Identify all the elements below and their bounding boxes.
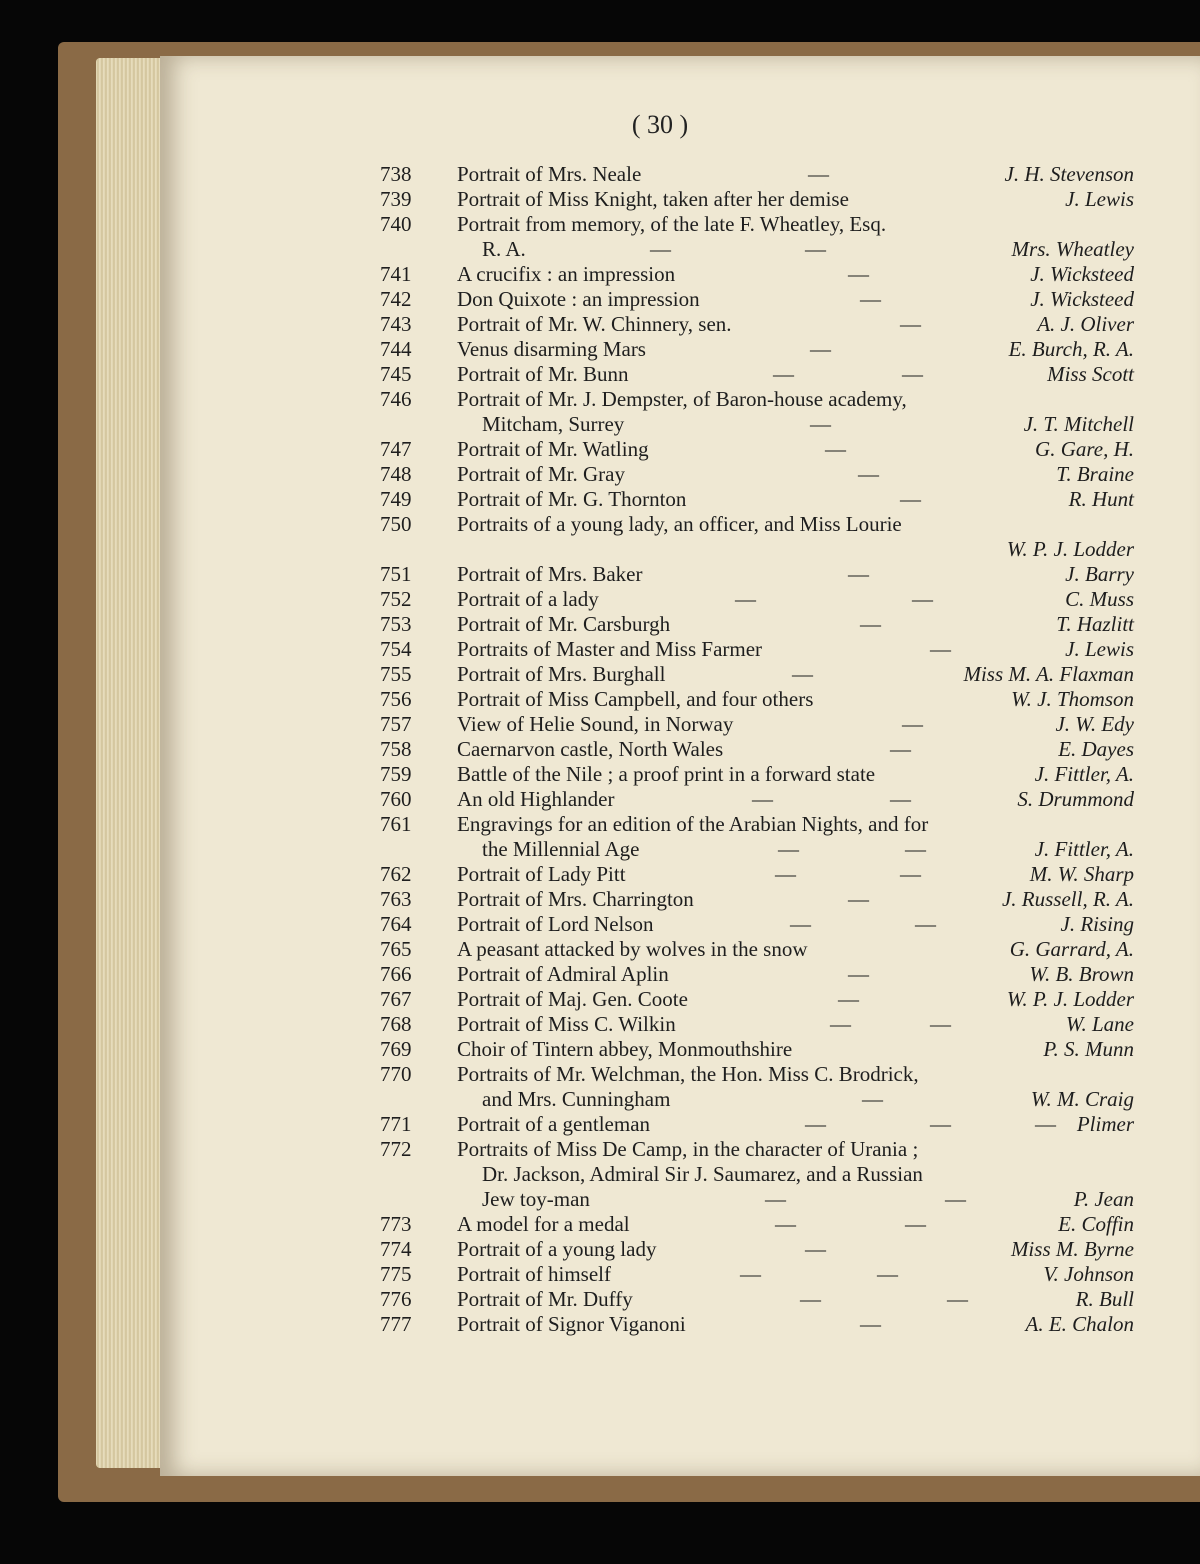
entry-number: 759 (380, 762, 412, 786)
leader-dash: — (808, 162, 829, 186)
leader-dash: — (848, 962, 869, 986)
catalogue-entry (0, 1137, 1200, 1162)
entry-artist: W. B. Brown (1029, 962, 1134, 986)
entry-number: 743 (380, 312, 412, 336)
catalogue-entry (0, 387, 1200, 412)
entry-number: 758 (380, 737, 412, 761)
entry-title: Portrait from memory, of the late F. Wheatley, Esq. (457, 212, 887, 236)
entry-number: 748 (380, 462, 412, 486)
catalogue-entry (0, 1262, 1200, 1287)
leader-dash: — (915, 912, 936, 936)
entry-title: Portrait of Mr. Carsburgh (457, 612, 671, 636)
leader-dash: — (930, 637, 951, 661)
leader-dash: — (752, 787, 773, 811)
catalogue-entry (0, 1062, 1200, 1087)
catalogue-entry (0, 512, 1200, 537)
leader-dash: — (905, 837, 926, 861)
leader-dash: — (735, 587, 756, 611)
catalogue-entry (0, 1312, 1200, 1337)
entry-number: 776 (380, 1287, 412, 1311)
catalogue-entry (0, 612, 1200, 637)
entry-artist: G. Gare, H. (1035, 437, 1134, 461)
entry-artist: V. Johnson (1043, 1262, 1134, 1286)
entry-number: 770 (380, 1062, 412, 1086)
catalogue-entries (0, 162, 1200, 1337)
entry-title: Portrait of Mrs. Neale (457, 162, 642, 186)
entry-number: 746 (380, 387, 412, 411)
entry-number: 745 (380, 362, 412, 386)
entry-title: Caernarvon castle, North Wales (457, 737, 724, 761)
entry-title: Portrait of Mrs. Charrington (457, 887, 694, 911)
entry-number: 744 (380, 337, 412, 361)
entry-title: Portraits of Master and Miss Farmer (457, 637, 763, 661)
entry-number: 761 (380, 812, 412, 836)
entry-artist: P. Jean (1073, 1187, 1134, 1211)
catalogue-entry (0, 237, 1200, 262)
entry-artist: R. Hunt (1068, 487, 1134, 511)
leader-dash: — (775, 1212, 796, 1236)
catalogue-entry (0, 362, 1200, 387)
leader-dash: — (860, 1312, 881, 1336)
catalogue-entry (0, 487, 1200, 512)
entry-number: 777 (380, 1312, 412, 1336)
catalogue-entry (0, 462, 1200, 487)
leader-dash: — (902, 362, 923, 386)
entry-number: 752 (380, 587, 412, 611)
entry-title: Portrait of Mr. W. Chinnery, sen. (457, 312, 732, 336)
leader-dash: — (1035, 1112, 1056, 1136)
entry-title: Portraits of Miss De Camp, in the character of Urania ; (457, 1137, 919, 1161)
leader-dash: — (900, 487, 921, 511)
entry-number: 774 (380, 1237, 412, 1261)
catalogue-entry (0, 412, 1200, 437)
catalogue-entry (0, 987, 1200, 1012)
entry-artist: T. Braine (1056, 462, 1134, 486)
entry-title: Portrait of Admiral Aplin (457, 962, 669, 986)
entry-artist: J. T. Mitchell (1023, 412, 1134, 436)
entry-number: 764 (380, 912, 412, 936)
catalogue-entry (0, 1187, 1200, 1212)
entry-title: Don Quixote : an impression (457, 287, 700, 311)
entry-artist: W. P. J. Lodder (1006, 987, 1134, 1011)
entry-artist: E. Burch, R. A. (1008, 337, 1134, 361)
leader-dash: — (900, 312, 921, 336)
catalogue-entry (0, 937, 1200, 962)
entry-number: 754 (380, 637, 412, 661)
entry-number: 747 (380, 437, 412, 461)
entry-artist: W. M. Craig (1030, 1087, 1134, 1111)
catalogue-entry (0, 1287, 1200, 1312)
catalogue-entry (0, 737, 1200, 762)
leader-dash: — (805, 1112, 826, 1136)
entry-artist: R. Bull (1075, 1287, 1134, 1311)
leader-dash: — (930, 1112, 951, 1136)
leader-dash: — (877, 1262, 898, 1286)
entry-title: Dr. Jackson, Admiral Sir J. Saumarez, and a Russian (482, 1162, 923, 1186)
entry-title: An old Highlander (457, 787, 615, 811)
leader-dash: — (765, 1187, 786, 1211)
catalogue-entry (0, 787, 1200, 812)
entry-artist: J. Lewis (1065, 637, 1134, 661)
entry-artist: Plimer (1076, 1112, 1134, 1136)
leader-dash: — (792, 662, 813, 686)
catalogue-entry (0, 887, 1200, 912)
leader-dash: — (860, 612, 881, 636)
leader-dash: — (848, 262, 869, 286)
leader-dash: — (810, 412, 831, 436)
entry-title: Portrait of Mr. Watling (457, 437, 649, 461)
entry-number: 749 (380, 487, 412, 511)
entry-artist: J. W. Edy (1055, 712, 1134, 736)
leader-dash: — (838, 987, 859, 1011)
leader-dash: — (860, 287, 881, 311)
entry-title: A peasant attacked by wolves in the snow (457, 937, 808, 961)
entry-title: Portrait of Mr. Bunn (457, 362, 629, 386)
leader-dash: — (810, 337, 831, 361)
catalogue-entry (0, 1162, 1200, 1187)
entry-title: R. A. (482, 237, 526, 261)
catalogue-entry (0, 437, 1200, 462)
entry-artist: S. Drummond (1017, 787, 1134, 811)
entry-number: 760 (380, 787, 412, 811)
entry-artist: E. Dayes (1058, 737, 1134, 761)
entry-artist: W. Lane (1065, 1012, 1134, 1036)
entry-artist: Mrs. Wheatley (1011, 237, 1134, 261)
leader-dash: — (848, 887, 869, 911)
catalogue-entry (0, 1087, 1200, 1112)
catalogue-entry (0, 1112, 1200, 1137)
entry-title: Choir of Tintern abbey, Monmouthshire (457, 1037, 793, 1061)
leader-dash: — (825, 437, 846, 461)
catalogue-entry (0, 912, 1200, 937)
entry-number: 762 (380, 862, 412, 886)
entry-title: Portrait of himself (457, 1262, 611, 1286)
leader-dash: — (900, 862, 921, 886)
catalogue-entry (0, 1037, 1200, 1062)
entry-number: 766 (380, 962, 412, 986)
leader-dash: — (830, 1012, 851, 1036)
catalogue-entry (0, 212, 1200, 237)
leader-dash: — (947, 1287, 968, 1311)
entry-title: Jew toy-man (482, 1187, 590, 1211)
leader-dash: — (805, 1237, 826, 1261)
entry-number: 756 (380, 687, 412, 711)
entry-number: 742 (380, 287, 412, 311)
entry-number: 773 (380, 1212, 412, 1236)
leader-dash: — (862, 1087, 883, 1111)
leader-dash: — (805, 237, 826, 261)
catalogue-entry (0, 837, 1200, 862)
leader-dash: — (890, 787, 911, 811)
entry-artist: J. Wicksteed (1030, 287, 1134, 311)
entry-artist: J. H. Stevenson (1004, 162, 1134, 186)
catalogue-entry (0, 337, 1200, 362)
entry-artist: J. Barry (1065, 562, 1134, 586)
entry-artist: G. Garrard, A. (1009, 937, 1134, 961)
leader-dash: — (790, 912, 811, 936)
entry-title: Portrait of Mr. G. Thornton (457, 487, 687, 511)
entry-number: 753 (380, 612, 412, 636)
catalogue-entry (0, 562, 1200, 587)
catalogue-entry (0, 287, 1200, 312)
leader-dash: — (848, 562, 869, 586)
entry-number: 755 (380, 662, 412, 686)
entry-number: 739 (380, 187, 412, 211)
catalogue-entry (0, 262, 1200, 287)
catalogue-entry (0, 862, 1200, 887)
leader-dash: — (740, 1262, 761, 1286)
entry-artist: W. P. J. Lodder (1006, 537, 1134, 561)
leader-dash: — (800, 1287, 821, 1311)
catalogue-entry (0, 1212, 1200, 1237)
entry-number: 771 (380, 1112, 412, 1136)
entry-artist: T. Hazlitt (1056, 612, 1134, 636)
entry-artist: Miss Scott (1047, 362, 1134, 386)
leader-dash: — (912, 587, 933, 611)
entry-number: 767 (380, 987, 412, 1011)
entry-number: 768 (380, 1012, 412, 1036)
entry-title: Portrait of Maj. Gen. Coote (457, 987, 688, 1011)
entry-artist: Miss M. A. Flaxman (963, 662, 1134, 686)
entry-title: Portrait of Mr. Duffy (457, 1287, 633, 1311)
entry-artist: J. Wicksteed (1030, 262, 1134, 286)
catalogue-entry (0, 812, 1200, 837)
entry-title: Portrait of Mr. J. Dempster, of Baron-house academy, (457, 387, 907, 411)
entry-number: 740 (380, 212, 412, 236)
leader-dash: — (773, 362, 794, 386)
entry-number: 772 (380, 1137, 412, 1161)
catalogue-entry (0, 637, 1200, 662)
leader-dash: — (650, 237, 671, 261)
catalogue-entry (0, 762, 1200, 787)
entry-artist: J. Fittler, A. (1034, 837, 1134, 861)
entry-artist: E. Coffin (1058, 1212, 1134, 1236)
entry-title: Portrait of Mrs. Burghall (457, 662, 666, 686)
entry-title: Portrait of a lady (457, 587, 599, 611)
leader-dash: — (778, 837, 799, 861)
entry-title: View of Helie Sound, in Norway (457, 712, 734, 736)
entry-number: 741 (380, 262, 412, 286)
entry-title: Portrait of Miss Campbell, and four others (457, 687, 814, 711)
catalogue-entry (0, 1237, 1200, 1262)
entry-title: Portrait of a young lady (457, 1237, 657, 1261)
entry-artist: J. Lewis (1065, 187, 1134, 211)
leader-dash: — (930, 1012, 951, 1036)
entry-title: Portrait of Mrs. Baker (457, 562, 643, 586)
entry-title: Venus disarming Mars (457, 337, 646, 361)
catalogue-entry (0, 312, 1200, 337)
page-number: ( 30 ) (631, 110, 689, 139)
entry-title: Mitcham, Surrey (482, 412, 625, 436)
entry-number: 775 (380, 1262, 412, 1286)
catalogue-entry (0, 1012, 1200, 1037)
leader-dash: — (890, 737, 911, 761)
catalogue-entry (0, 687, 1200, 712)
entry-title: Portraits of Mr. Welchman, the Hon. Miss C. Brodrick, (457, 1062, 919, 1086)
entry-title: the Millennial Age (482, 837, 640, 861)
leader-dash: — (905, 1212, 926, 1236)
entry-title: A crucifix : an impression (457, 262, 676, 286)
catalogue-entry (0, 162, 1200, 187)
entry-artist: A. E. Chalon (1025, 1312, 1134, 1336)
leader-dash: — (945, 1187, 966, 1211)
entry-number: 738 (380, 162, 412, 186)
leader-dash: — (902, 712, 923, 736)
entry-number: 763 (380, 887, 412, 911)
catalogue-entry (0, 662, 1200, 687)
catalogue-entry (0, 187, 1200, 212)
entry-title: Portrait of a gentleman (457, 1112, 651, 1136)
entry-artist: J. Fittler, A. (1034, 762, 1134, 786)
catalogue-entry (0, 587, 1200, 612)
entry-artist: J. Rising (1060, 912, 1134, 936)
entry-artist: J. Russell, R. A. (1001, 887, 1134, 911)
entry-title: A model for a medal (457, 1212, 630, 1236)
entry-number: 751 (380, 562, 412, 586)
entry-title: Portrait of Mr. Gray (457, 462, 625, 486)
entry-title: Portraits of a young lady, an officer, and Miss Lourie (457, 512, 902, 536)
entry-title: and Mrs. Cunningham (482, 1087, 671, 1111)
entry-title: Portrait of Lady Pitt (457, 862, 626, 886)
catalogue-entry (0, 962, 1200, 987)
leader-dash: — (775, 862, 796, 886)
entry-title: Engravings for an edition of the Arabian Nights, and for (457, 812, 929, 836)
catalogue-entry (0, 537, 1200, 562)
entry-number: 750 (380, 512, 412, 536)
entry-artist: A. J. Oliver (1037, 312, 1134, 336)
entry-number: 765 (380, 937, 412, 961)
entry-title: Portrait of Signor Viganoni (457, 1312, 686, 1336)
entry-artist: Miss M. Byrne (1010, 1237, 1134, 1261)
entry-number: 757 (380, 712, 412, 736)
entry-artist: C. Muss (1065, 587, 1134, 611)
entry-title: Battle of the Nile ; a proof print in a forward state (457, 762, 876, 786)
catalogue-entry (0, 712, 1200, 737)
entry-artist: M. W. Sharp (1029, 862, 1134, 886)
entry-title: Portrait of Miss C. Wilkin (457, 1012, 676, 1036)
entry-artist: P. S. Munn (1043, 1037, 1134, 1061)
entry-title: Portrait of Miss Knight, taken after her demise (457, 187, 849, 211)
entry-number: 769 (380, 1037, 412, 1061)
leader-dash: — (858, 462, 879, 486)
entry-artist: W. J. Thomson (1011, 687, 1134, 711)
entry-title: Portrait of Lord Nelson (457, 912, 654, 936)
